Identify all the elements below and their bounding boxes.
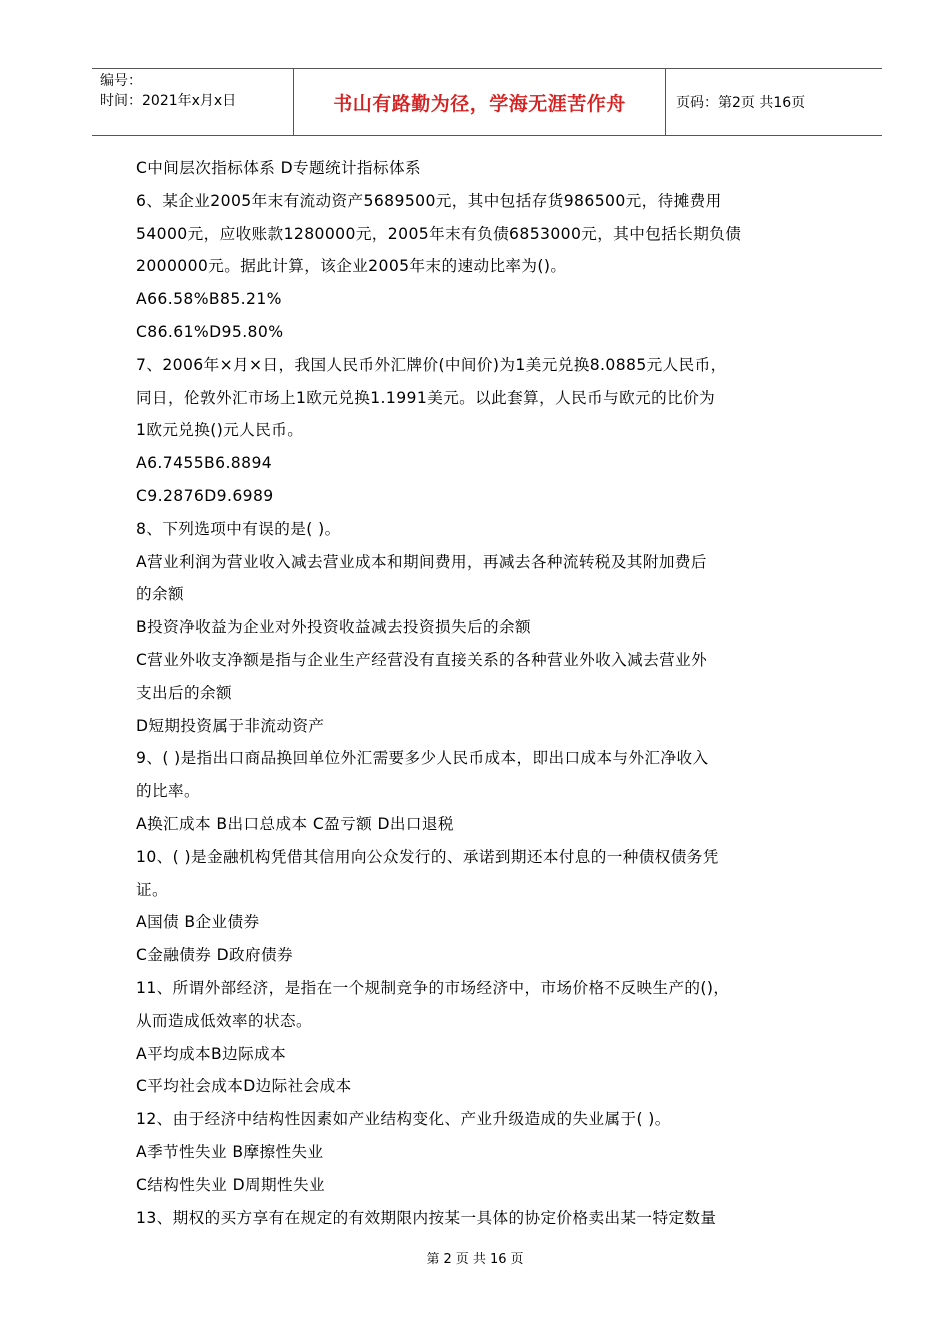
serial-label: 编号： [100, 73, 142, 89]
text-line: 11、所谓外部经济，是指在一个规制竞争的市场经济中，市场价格不反映生产的()， [136, 978, 730, 997]
footer-total-pages: 16 [489, 1252, 507, 1267]
text-line: 从而造成低效率的状态。 [136, 1011, 312, 1030]
text-line: C金融债券 D政府债券 [136, 946, 294, 965]
time-label: 时间：2021年x月x日 [100, 93, 237, 109]
text-line: 6、某企业2005年末有流动资产5689500元，其中包括存货986500元，待摊费用 [136, 191, 722, 210]
text-line: C结构性失业 D周期性失业 [136, 1175, 325, 1194]
text-line: D短期投资属于非流动资产 [136, 716, 325, 735]
footer-suffix: 页 [510, 1252, 524, 1267]
document-body [136, 152, 841, 1234]
text-line: 8、下列选项中有误的是( )。 [136, 519, 341, 538]
footer-prefix: 第 [426, 1252, 440, 1267]
header-meta [92, 69, 293, 135]
text-line: B投资净收益为企业对外投资收益减去投资损失后的余额 [136, 618, 531, 637]
text-line: 9、( )是指出口商品换回单位外汇需要多少人民币成本，即出口成本与外汇净收入 [136, 749, 709, 768]
text-line: 54000元，应收账款1280000元，2005年末有负债6853000元，其中包括长期负债 [136, 224, 742, 243]
text-line: C中间层次指标体系 D专题统计指标体系 [136, 159, 421, 177]
page-footer [0, 1248, 950, 1267]
text-line: 1欧元兑换()元人民币。 [136, 421, 304, 440]
text-line: 证。 [136, 880, 168, 899]
text-line: 的比率。 [136, 782, 200, 801]
text-line: 10、( )是金融机构凭借其信用向公众发行的、承诺到期还本付息的一种债权债务凭 [136, 847, 719, 866]
text-line: C平均社会成本D边际社会成本 [136, 1077, 352, 1096]
text-line: 7、2006年×月×日，我国人民币外汇牌价(中间价)为1美元兑换8.0885元人民币， [136, 355, 727, 374]
text-line: A国债 B企业债券 [136, 913, 260, 932]
footer-middle: 页 共 [455, 1252, 486, 1267]
text-line: A季节性失业 B摩擦性失业 [136, 1142, 324, 1161]
text-line: A66.58%B85.21% [136, 290, 282, 309]
text-line: 2000000元。据此计算，该企业2005年末的速动比率为()。 [136, 257, 567, 276]
text-line: 13、期权的买方享有在规定的有效期限内按某一具体的协定价格卖出某一特定数量 [136, 1208, 717, 1227]
footer-page-number: 2 [443, 1252, 452, 1267]
text-line: 12、由于经济中结构性因素如产业结构变化、产业升级造成的失业属于( )。 [136, 1110, 671, 1129]
page-header [92, 68, 882, 136]
header-page-info: 页码：第2页 共16页 [676, 95, 806, 111]
text-line: A营业利润为营业收入减去营业成本和期间费用，再减去各种流转税及其附加费后 [136, 552, 707, 571]
text-line: C营业外收支净额是指与企业生产经营没有直接关系的各种营业外收入减去营业外 [136, 650, 708, 669]
text-line: C86.61%D95.80% [136, 322, 284, 341]
text-line: A平均成本B边际成本 [136, 1044, 287, 1063]
text-line: 支出后的余额 [136, 683, 232, 702]
text-line: C9.2876D9.6989 [136, 486, 274, 505]
text-line: A6.7455B6.8894 [136, 454, 273, 473]
text-line: 同日，伦敦外汇市场上1欧元兑换1.1991美元。以此套算，人民币与欧元的比价为 [136, 388, 716, 407]
text-line: 的余额 [136, 585, 184, 604]
text-line: A换汇成本 B出口总成本 C盈亏额 D出口退税 [136, 814, 454, 833]
header-motto: 书山有路勤为径，学海无涯苦作舟 [293, 69, 666, 135]
